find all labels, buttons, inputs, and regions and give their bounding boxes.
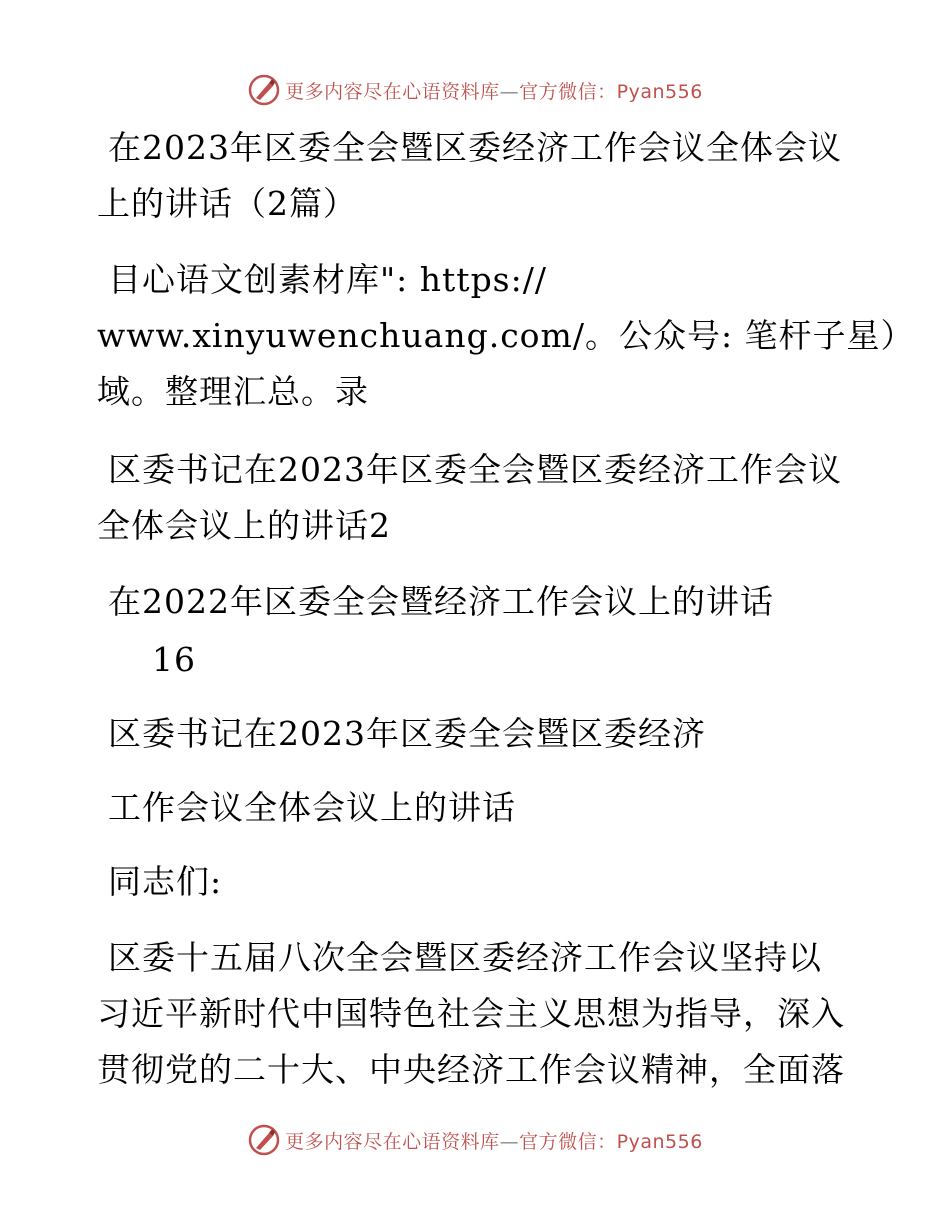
doc-title-line-1: 在2023年区委全会暨区委经济工作会议全体会议 xyxy=(108,128,842,167)
doc-title-line-2: 上的讲话（2篇） xyxy=(97,184,357,223)
source-line-3: 域。整理汇总。录 xyxy=(97,372,369,411)
section-heading-line-1: 区委书记在2023年区委全会暨区委经济 xyxy=(108,714,706,753)
section-heading-line-2: 工作会议全体会议上的讲话 xyxy=(108,788,516,827)
toc-item-1-line-2: 全体会议上的讲话2 xyxy=(97,506,391,545)
source-line-1: 目心语文创素材库": https:// xyxy=(108,260,547,299)
toc-item-2-page: 16 xyxy=(152,640,196,679)
salutation: 同志们: xyxy=(108,862,223,901)
banner-text: 更多内容尽在心语资料库—官方微信：Pyan556 xyxy=(285,80,703,103)
toc-item-1-line-1: 区委书记在2023年区委全会暨区委经济工作会议 xyxy=(108,450,842,489)
header-banner xyxy=(0,70,950,110)
source-line-2: www.xinyuwenchuang.com/。公众号: 笔杆子星） xyxy=(97,316,915,355)
footer-banner xyxy=(0,1120,950,1160)
pen-logo-icon xyxy=(247,1123,281,1157)
banner-text: 更多内容尽在心语资料库—官方微信：Pyan556 xyxy=(285,1130,703,1153)
pen-logo-icon xyxy=(247,73,281,107)
paragraph-line-2: 习近平新时代中国特色社会主义思想为指导，深入 xyxy=(97,994,845,1033)
paragraph-line-3: 贯彻党的二十大、中央经济工作会议精神，全面落 xyxy=(97,1050,845,1089)
paragraph-line-1: 区委十五届八次全会暨区委经济工作会议坚持以 xyxy=(108,938,822,977)
toc-item-2-line-1: 在2022年区委全会暨经济工作会议上的讲话 xyxy=(108,582,774,621)
